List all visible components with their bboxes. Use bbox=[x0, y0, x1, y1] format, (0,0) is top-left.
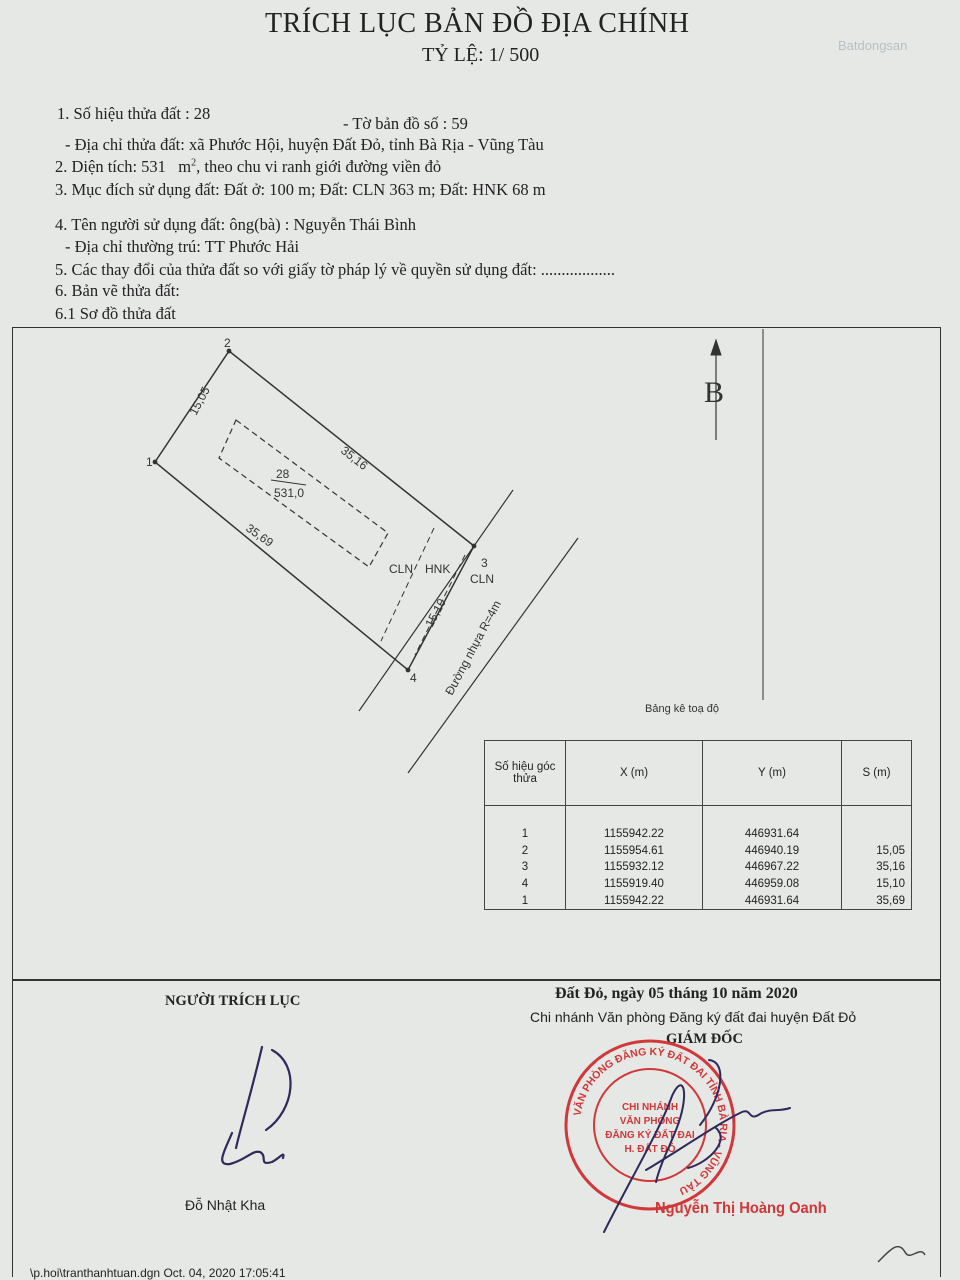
info-address: - Địa chỉ thửa đất: xã Phước Hội, huyện Đất Đỏ, tỉnh Bà Rịa - Vũng Tàu bbox=[65, 135, 544, 154]
table-row: 1 1155942.22 446931.64 35,69 bbox=[485, 892, 912, 909]
extractor-title: NGƯỜI TRÍCH LỤC bbox=[165, 993, 301, 1009]
watermark-logo: Batdongsan bbox=[838, 38, 908, 53]
north-letter: B bbox=[704, 376, 725, 409]
parcel-number-label: 28 bbox=[276, 467, 290, 481]
edge-label-34: 15,10 bbox=[422, 596, 449, 630]
vertex-4-label: 4 bbox=[410, 671, 417, 685]
stamp-ring-text: VĂN PHÒNG ĐĂNG KÝ ĐẤT ĐAI TỈNH BÀ RỊA - VŨNG TÀU bbox=[571, 1045, 730, 1197]
table-row: 2 1155954.61 446940.19 15,05 bbox=[485, 842, 912, 859]
edge-label-12: 15,05 bbox=[186, 384, 213, 418]
info-map-sheet: - Tờ bản đồ số : 59 bbox=[343, 114, 468, 133]
header-s: S (m) bbox=[842, 741, 912, 806]
info-land-use: 3. Mục đích sử dụng đất: Đất ở: 100 m; Đất: CLN 363 m; Đất: HNK 68 m bbox=[55, 180, 546, 199]
landuse-label-cln-2: CLN bbox=[470, 572, 495, 586]
info-owner: 4. Tên người sử dụng đất: ông(bà) : Nguyễn Thái Bình bbox=[55, 215, 417, 234]
scale-label: TỶ LỆ: 1/ 500 bbox=[422, 44, 540, 66]
director-title: GIÁM ĐỐC bbox=[666, 1031, 743, 1047]
office-line: Chi nhánh Văn phòng Đăng ký đất đai huyện Đất Đỏ bbox=[530, 1009, 857, 1025]
print-stamp: \p.hoi\tranthanhtuan.dgn Oct. 04, 2020 17:05:41 bbox=[30, 1266, 286, 1280]
vertex-2-label: 2 bbox=[224, 336, 231, 350]
stamp-line-4: H. ĐẤT ĐỎ bbox=[624, 1144, 676, 1155]
header-y: Y (m) bbox=[703, 741, 842, 806]
landuse-label-cln: CLN bbox=[389, 562, 414, 576]
road-label: Đường nhựa R=4m bbox=[442, 598, 504, 698]
vertex-3-label: 3 bbox=[481, 556, 488, 570]
stamp-line-1: CHI NHÁNH bbox=[621, 1102, 679, 1113]
info-residence: - Địa chỉ thường trú: TT Phước Hải bbox=[65, 237, 300, 256]
info-drawing-heading: 6. Bản vẽ thửa đất: bbox=[55, 281, 180, 300]
info-sketch-heading: 6.1 Sơ đồ thửa đất bbox=[55, 304, 176, 323]
coords-table-caption: Bảng kê toạ độ bbox=[645, 703, 720, 715]
director-name: Nguyễn Thị Hoàng Oanh bbox=[655, 1200, 827, 1217]
info-area: 2. Diện tích: 531 $m^2$, theo chu vi ranh giới đường viền đỏ bbox=[55, 157, 442, 176]
official-stamp bbox=[566, 1041, 734, 1209]
table-row: 1 1155942.22 446931.64 bbox=[485, 826, 912, 843]
table-row: 4 1155919.40 446959.08 15,10 bbox=[485, 876, 912, 893]
stamp-line-2: VĂN PHÒNG bbox=[619, 1116, 681, 1127]
landuse-label-hnk: HNK bbox=[425, 562, 451, 576]
stamp-line-3: ĐĂNG KÝ ĐẤT ĐAI bbox=[605, 1130, 695, 1141]
table-row: 3 1155932.12 446967.22 35,16 bbox=[485, 859, 912, 876]
header-corner-id: Số hiệu góc thửa bbox=[485, 741, 566, 806]
parcel-area-label: 531,0 bbox=[274, 486, 305, 500]
info-parcel-number: 1. Số hiệu thửa đất : 28 bbox=[57, 104, 211, 123]
edge-label-23: 35,16 bbox=[338, 443, 371, 473]
date-line: Đất Đỏ, ngày 05 tháng 10 năm 2020 bbox=[555, 985, 798, 1002]
edge-label-14: 35,69 bbox=[243, 520, 276, 550]
margin-scribble bbox=[878, 1247, 925, 1262]
extractor-signature bbox=[222, 1047, 290, 1164]
info-changes: 5. Các thay đổi của thửa đất so với giấy tờ pháp lý về quyền sử dụng đất: .................. bbox=[55, 260, 616, 279]
extractor-name: Đỗ Nhật Kha bbox=[185, 1197, 266, 1213]
header-x: X (m) bbox=[566, 741, 703, 806]
document-title: TRÍCH LỤC BẢN ĐỒ ĐỊA CHÍNH bbox=[265, 8, 690, 39]
vertex-1-label: 1 bbox=[146, 455, 153, 469]
